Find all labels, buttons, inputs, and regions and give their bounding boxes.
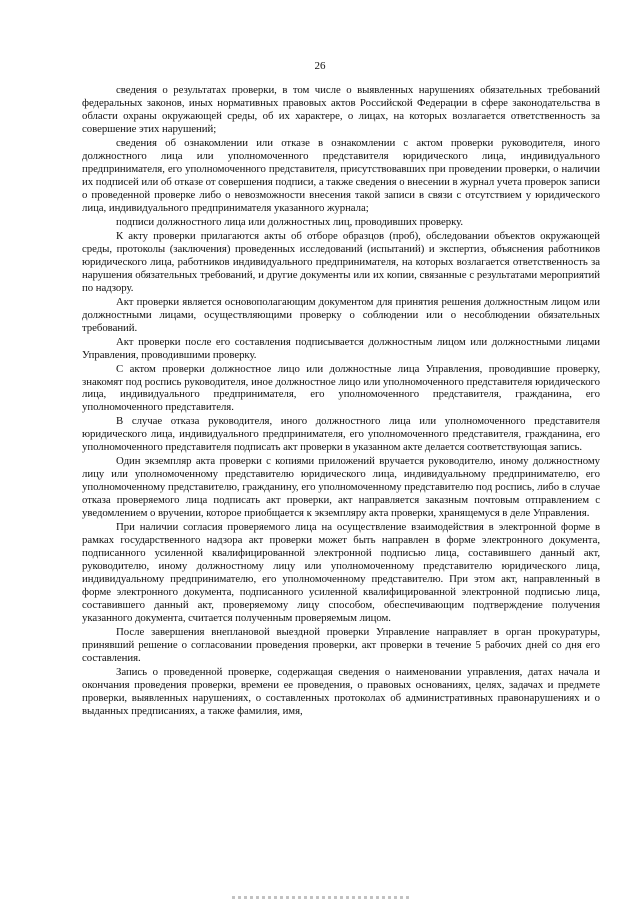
- paragraph: сведения об ознакомлении или отказе в ознакомлении с актом проверки руководителя, иного должностного лица или уполномоченного представителя юридического лица, индивидуального предпринимателя, его уполномоченного представителя, присутствовавших при проведении проверки, о наличии их подписей или об отказе от совершения подписи, а также сведения о внесении в журнал учета проверок записи о проведенной проверке либо о невозможности внесения такой записи в связи с отсутствием у юридического лица, индивидуального предпринимателя указанного журнала;: [82, 136, 600, 214]
- document-body: [82, 84, 600, 719]
- paragraph: В случае отказа руководителя, иного должностного лица или уполномоченного представителя юридического лица, индивидуального предпринимателя, его уполномоченного представителя, гражданина, его уполномоченного представителя подписать акт проверки в указанном акте делается соответствующая запись.: [82, 415, 600, 454]
- page-number: 26: [314, 60, 326, 72]
- paragraph: Запись о проведенной проверке, содержащая сведения о наименовании управления, датах начала и окончания проведения проверки, времени ее проведения, о правовых основаниях, целях, задачах и предмете проверки, выявленных нарушениях, о составленных протоколах об административных правонарушениях и о выданных предписаниях, а также фамилия, имя,: [82, 665, 600, 717]
- paragraph: Акт проверки после его составления подписывается должностным лицом или должностными лицами Управления, проводившими проверку.: [82, 335, 600, 361]
- paragraph: подписи должностного лица или должностных лиц, проводивших проверку.: [116, 215, 464, 228]
- paragraph: сведения о результатах проверки, в том числе о выявленных нарушениях обязательных требований федеральных законов, иных нормативных правовых актов Российской Федерации в сфере законодательства в области охраны окружающей среды, об их характере, о лицах, на которых возлагается ответственность за совершение этих нарушений;: [82, 84, 600, 135]
- paragraph: Один экземпляр акта проверки с копиями приложений вручается руководителю, иному должностному лицу или уполномоченному представителю юридического лица, индивидуальному предпринимателю, его уполномоченному представителю, гражданину, его уполномоченному представителю под роспись, либо в случае отказа проверяемого лица подписать акт проверки, акт направляется заказным почтовым отправлением с уведомлением о вручении, которое приобщается к экземпляру акта проверки, хранящемуся в деле Управления.: [82, 455, 600, 520]
- footer-scan-artifact: [232, 896, 410, 899]
- paragraph: С актом проверки должностное лицо или должностные лица Управления, проводившие проверку, знакомят под роспись руководителя, иное должностное лицо или уполномоченного представителя юридического лица, индивидуального предпринимателя, его уполномоченного представителя, гражданина, его уполномоченного представителя.: [82, 362, 600, 414]
- paragraph: Акт проверки является основополагающим документом для принятия решения должностным лицом или должностными лицами, осуществляющими проверку о соблюдении или о несоблюдении обязательных требований.: [82, 295, 600, 334]
- paragraph: После завершения внеплановой выездной проверки Управление направляет в орган прокуратуры, принявший решение о согласовании проведения проверки, акт проверки в течение 5 рабочих дней со дня его составления.: [82, 626, 600, 664]
- paragraph: При наличии согласия проверяемого лица на осуществление взаимодействия в электронной форме в рамках государственного надзора акт проверки может быть направлен в форме электронного документа, подписанного усиленной квалифицированной электронной подписью лица, составившего данный акт, руководителю, иному должностному лицу или уполномоченному представителю юридического лица, индивидуальному предпринимателю, его уполномоченному представителю. При этом акт, направленный в форме электронного документа, подписанного усиленной квалифицированной электронной подписью лица, составившего данный акт, проверяемому лицу способом, обеспечивающим подтверждение получения указанного документа, считается полученным проверяемым лицом.: [82, 521, 600, 624]
- paragraph: К акту проверки прилагаются акты об отборе образцов (проб), обследовании объектов окружающей среды, протоколы (заключения) проведенных исследований (испытаний) и экспертиз, объяснения работников юридического лица, работников индивидуального предпринимателя, на которых возлагается ответственность за нарушения обязательных требований, и другие документы или их копии, связанные с результатами мероприятий по надзору.: [82, 229, 600, 294]
